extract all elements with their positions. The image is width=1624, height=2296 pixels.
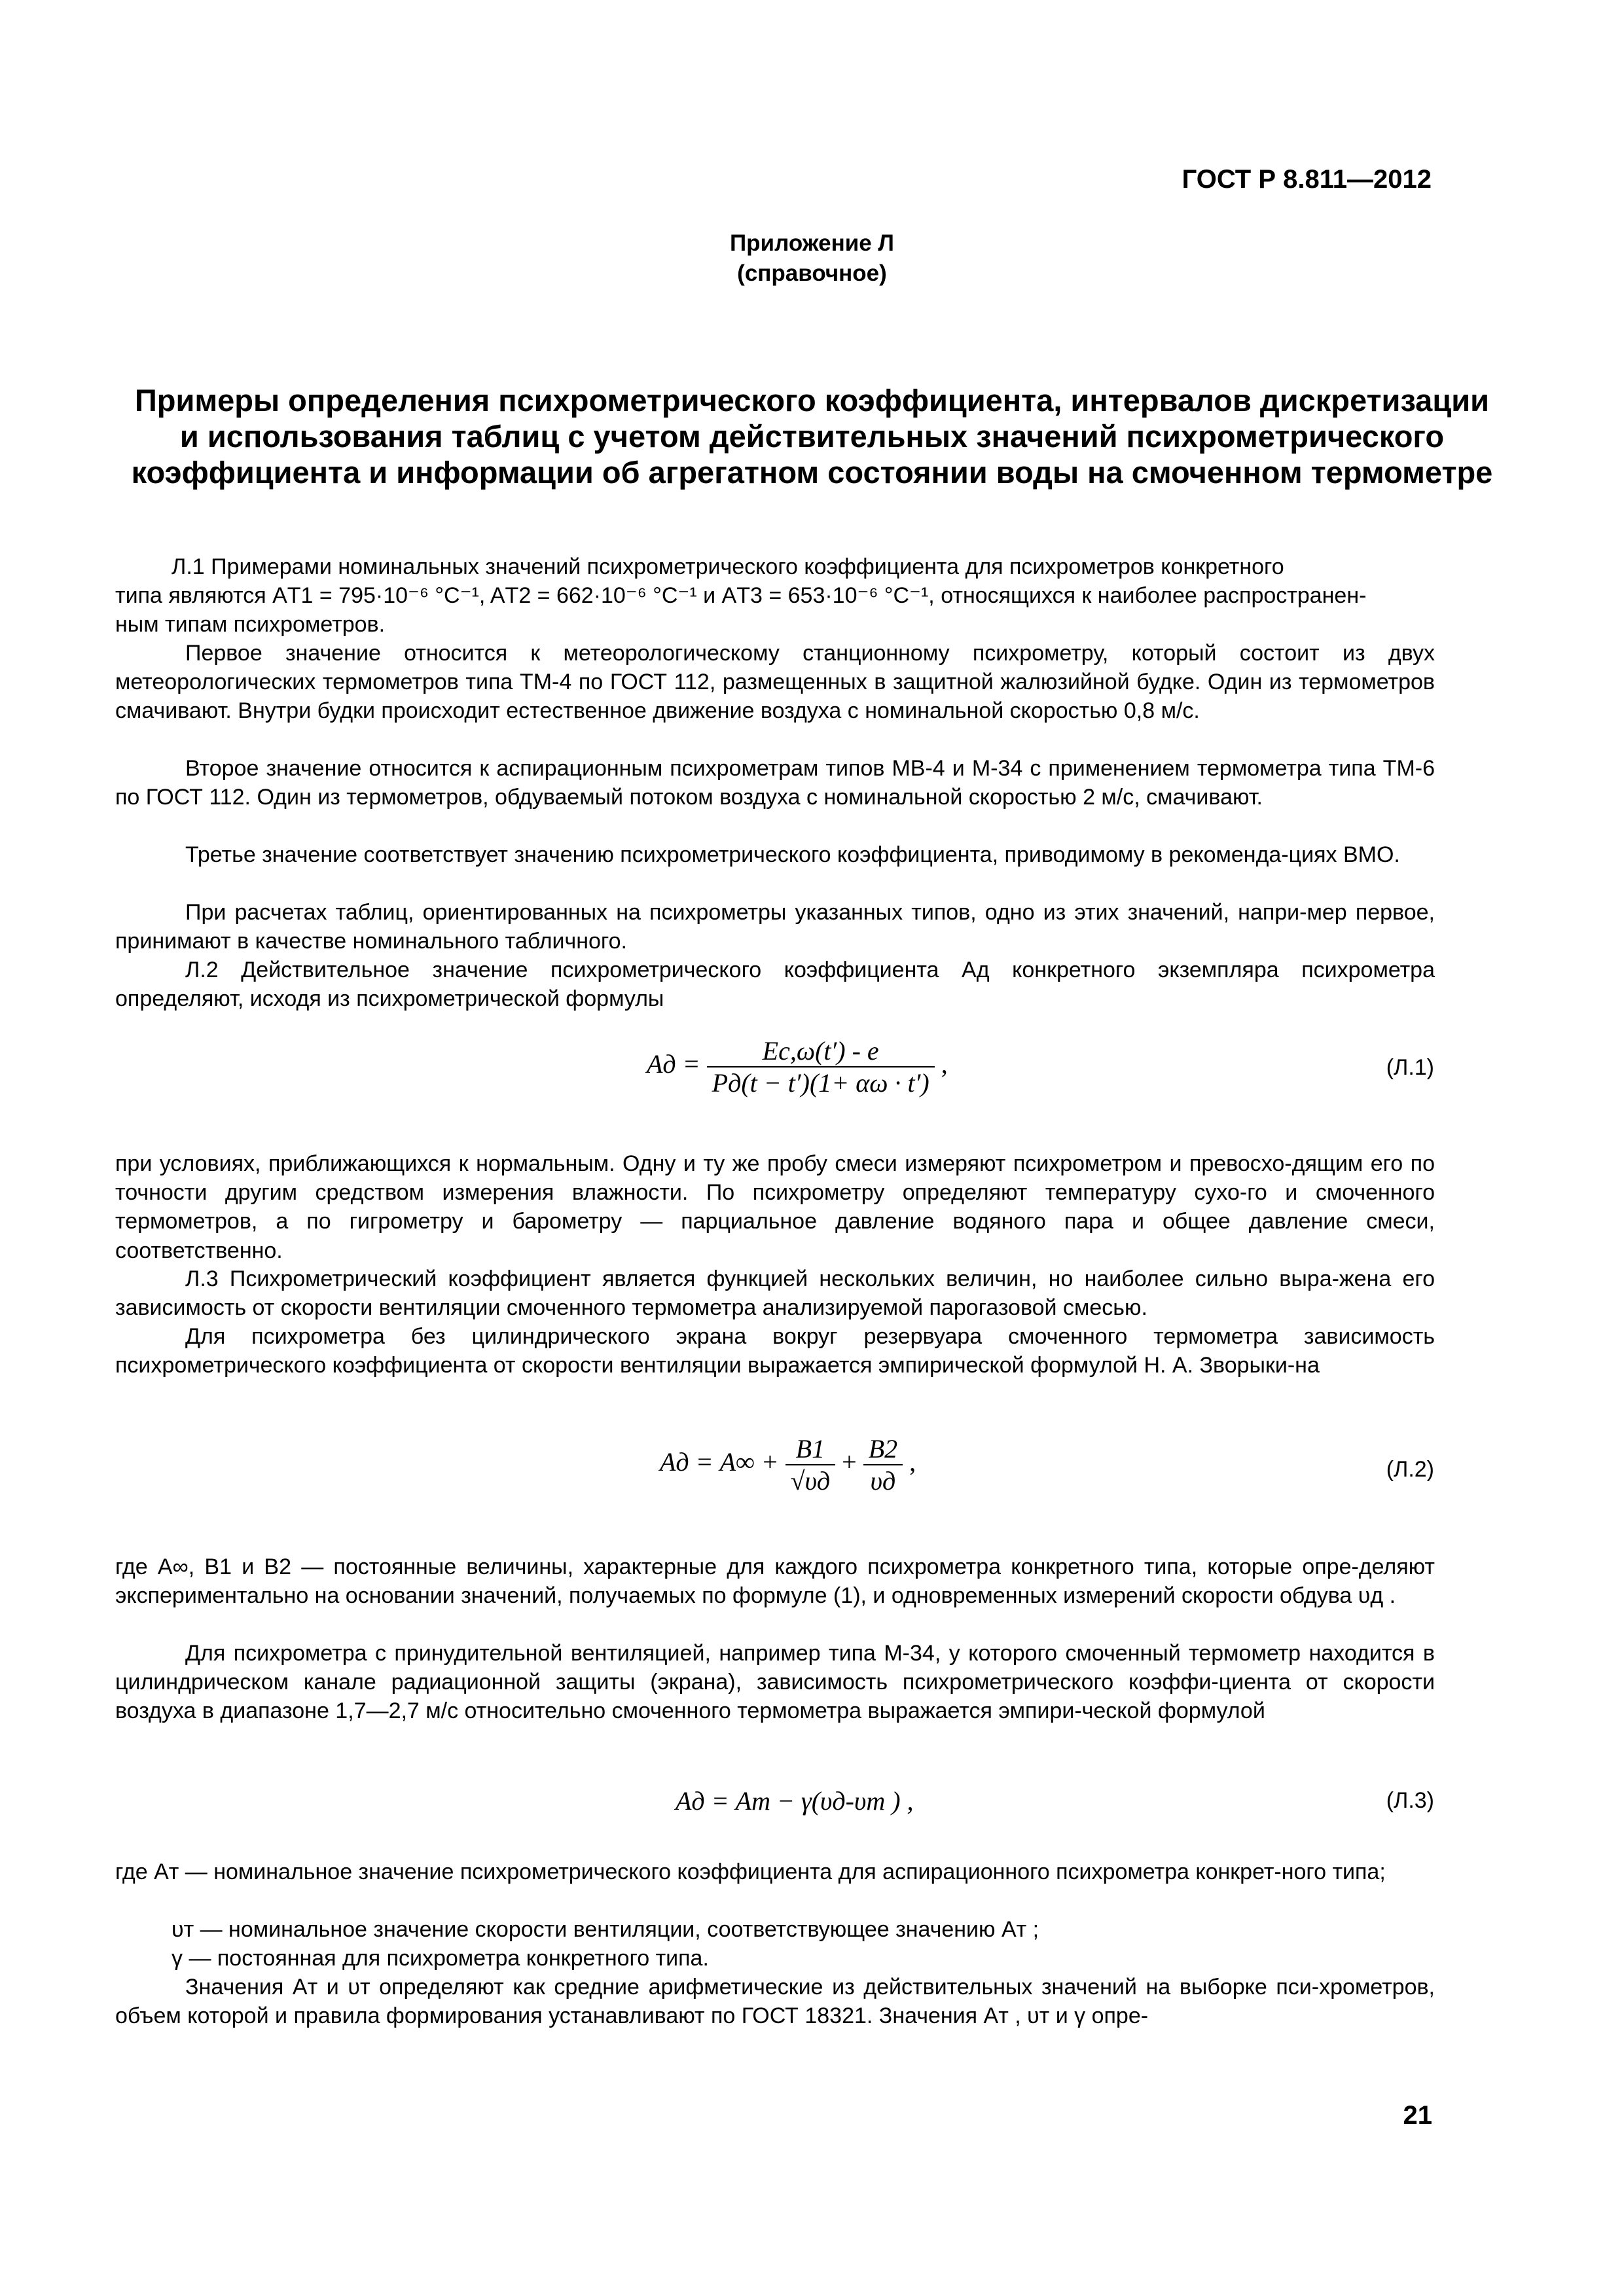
formula-l2-fraction-1 [785,1433,836,1496]
formula-l1-lhs: Aд = [647,1049,700,1079]
paragraph-after-formula-l3: где Aт — номинальное значение психрометрического коэффициента для аспирационного психрометра конкрет-ного типа; [115,1859,1386,1884]
paragraph-l3: Л.3 Психрометрический коэффициент является функцией нескольких величин, но наиболее сильно выра-жена его зависимость от скорости вентиляции смоченного термометра анализируемой парогазовой смесью. [115,1266,1435,1321]
paragraph-l2: Л.2 Действительное значение психрометрического коэффициента Aд конкретного экземпляра психрометра определяют, исходя из психрометрической формулы [115,958,1435,1012]
formula-l1-tail: , [941,1049,948,1079]
formula-l2-fraction-2 [863,1433,903,1496]
equation-number-l2: (Л.2) [1386,1457,1434,1482]
document-code: ГОСТ Р 8.811—2012 [1182,165,1432,194]
paragraph-last: Значения Aт и υт определяют как средние арифметические из действительных значений на выборке пси-хрометров, объем которой и правила формирования устанавливают по ГОСТ 18321. Значения Aт , υт и γ опре- [115,1975,1435,2029]
formula-l3: Aд = Aт − γ(υд-υт ) , [676,1786,914,1816]
formula-l2-lhs: Aд = A∞ + [660,1447,779,1477]
paragraph-third-value: Третье значение соответствует значению психрометрического коэффициента, приводимому в рекоменда-циях ВМО. [185,842,1400,867]
formula-l2-numerator-1: B1 [785,1433,836,1465]
formula-l1 [647,1035,948,1098]
paragraph-table-calc: При расчетах таблиц, ориентированных на психрометры указанных типов, одно из этих значений, напри-мер первое, принимают в качестве номинального табличного. [115,900,1435,954]
paragraph-first-value: Первое значение относится к метеорологическому станционному психрометру, который состоит из двух метеорологических термометров типа ТМ-4 по ГОСТ 112, размещенных в защитной жалюзийной будке. Один из термометров смачивают. Внутри будки происходит естественное движение воздуха с номинальной скоростью 0,8 м/с. [115,641,1435,724]
paragraph-l1-line-2: типа являются AТ1 = 795·10⁻⁶ °C⁻¹, AТ2 = 662·10⁻⁶ °C⁻¹ и AТ3 = 653·10⁻⁶ °C⁻¹, относящихся к наиболее распространен- [115,583,1367,608]
formula-l1-fraction [707,1035,935,1098]
equation-number-l3: (Л.3) [1386,1788,1434,1813]
paragraph-after-formula-l1: при условиях, приближающихся к нормальным. Одну и ту же пробу смеси измеряют психрометром и превосхо-дящим его по точности другим средством измерения влажности. По психрометру определяют температуру сухо-го и смоченного термометров, а по гигрометру и барометру — парциальное давление водяного пара и общее давление смеси, соответственно. [115,1151,1435,1263]
equation-number-l1: (Л.1) [1386,1055,1434,1080]
page-number: 21 [1403,2101,1432,2130]
appendix-label: Приложение Л [730,230,894,256]
appendix-type: (справочное) [737,260,887,286]
paragraph-l1-line-1: Л.1 Примерами номинальных значений психрометрического коэффициента для психрометров конкретного [171,554,1284,579]
paragraph-zvorykin: Для психрометра без цилиндрического экрана вокруг резервуара смоченного термометра зависимость психрометрического коэффициента от скорости вентиляции выражается эмпирической формулой Н. А. Зворыки-на [115,1324,1435,1378]
paragraph-after-formula-l2: где A∞, B1 и B2 — постоянные величины, характерные для каждого психрометра конкретного типа, которые опре-деляют экспериментально на основании значений, получаемых по формуле (1), и одновременных измерений скорости обдува υд . [115,1554,1435,1609]
formula-l2-denominator-2: υд [870,1466,896,1496]
formula-l2-plus: + [842,1447,857,1477]
page-title: Примеры определения психрометрического коэффициента, интервалов дискретизации и использования таблиц с учетом действительных значений психрометрического коэффициента и информации об агрегатном состоянии воды на смоченном термометре [131,383,1493,490]
paragraph-second-value: Второе значение относится к аспирационным психрометрам типов МВ-4 и М-34 с применением термометра типа ТМ-6 по ГОСТ 112. Один из термометров, обдуваемый потоком воздуха с номинальной скоростью 2 м/с, смачивают. [115,756,1435,810]
formula-l2-tail: , [909,1447,916,1477]
formula-l1-numerator: Eс,ω(t′) - e [707,1035,935,1067]
formula-l2-numerator-2: B2 [863,1433,903,1465]
definition-gamma: γ — постоянная для психрометра конкретного типа. [171,1946,709,1971]
paragraph-l1-line-3: ным типам психрометров. [115,612,386,637]
formula-l1-denominator: Pд(t − t′)(1+ αω · t′) [712,1068,929,1098]
formula-l2 [660,1433,916,1496]
paragraph-forced-ventilation: Для психрометра с принудительной вентиляцией, например типа М-34, у которого смоченный термометр находится в цилиндрическом канале радиационной защиты (экрана), зависимость психрометрического коэффи-циента от скорости воздуха в диапазоне 1,7—2,7 м/с относительно смоченного термометра выражается эмпири-ческой формулой [115,1641,1435,1724]
definition-velocity: υт — номинальное значение скорости вентиляции, соответствующее значению Aт ; [171,1917,1039,1942]
formula-l2-denominator-1: √υд [790,1466,831,1496]
